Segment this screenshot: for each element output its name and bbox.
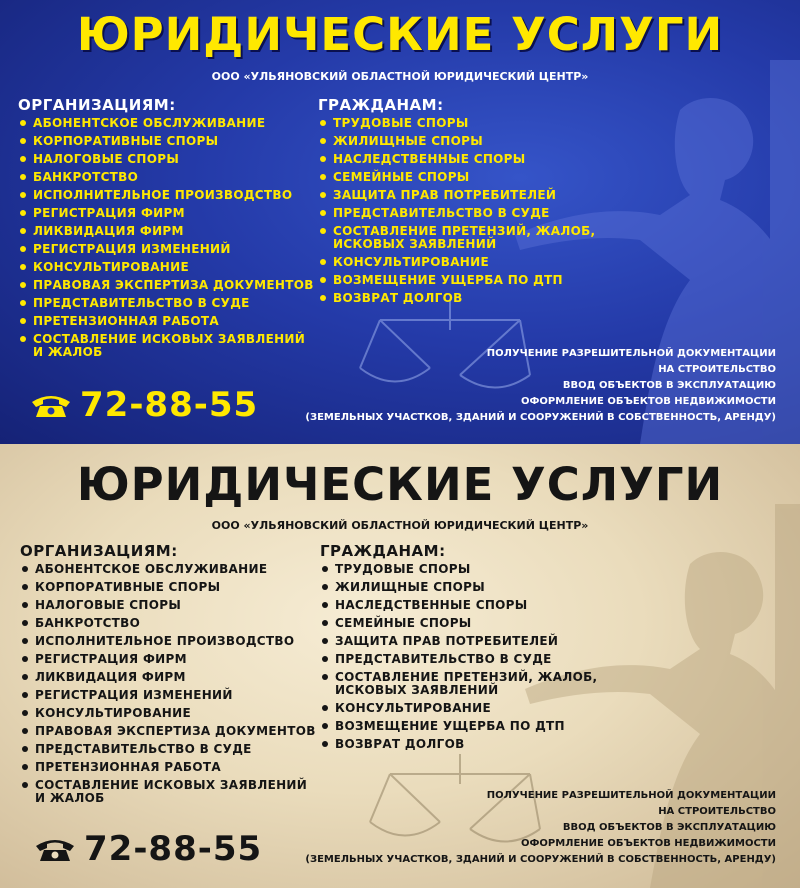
list-item: ПРАВОВАЯ ЭКСПЕРТИЗА ДОКУМЕНТОВ <box>18 279 318 292</box>
citizens-section <box>320 542 610 756</box>
phone-text: 72-88-55 <box>80 385 259 425</box>
list-item: РЕГИСТРАЦИЯ ИЗМЕНЕНИЙ <box>20 689 320 702</box>
citizens-heading: ГРАЖДАНАМ: <box>320 542 446 560</box>
citizens-list <box>320 563 610 751</box>
list-item: ВОЗВРАТ ДОЛГОВ <box>320 738 610 751</box>
list-item: КОНСУЛЬТИРОВАНИЕ <box>320 702 610 715</box>
list-item: ПРЕДСТАВИТЕЛЬСТВО В СУДЕ <box>18 297 318 310</box>
extra-services <box>305 788 776 868</box>
extra-services <box>305 346 776 426</box>
list-item: НАЛОГОВЫЕ СПОРЫ <box>20 599 320 612</box>
list-item: ЖИЛИЩНЫЕ СПОРЫ <box>320 581 610 594</box>
extra-line: ПОЛУЧЕНИЕ РАЗРЕШИТЕЛЬНОЙ ДОКУМЕНТАЦИИ <box>486 348 776 359</box>
company-name: ООО «УЛЬЯНОВСКИЙ ОБЛАСТНОЙ ЮРИДИЧЕСКИЙ ЦЕНТР» <box>211 70 589 83</box>
list-item: КОНСУЛЬТИРОВАНИЕ <box>20 707 320 720</box>
citizens-list <box>318 117 608 305</box>
list-item: РЕГИСТРАЦИЯ ИЗМЕНЕНИЙ <box>18 243 318 256</box>
organizations-section <box>18 96 318 364</box>
list-item: ЛИКВИДАЦИЯ ФИРМ <box>18 225 318 238</box>
list-item: ЖИЛИЩНЫЕ СПОРЫ <box>318 135 608 148</box>
phone-text: 72-88-55 <box>84 829 263 869</box>
list-item: СОСТАВЛЕНИЕ ПРЕТЕНЗИЙ, ЖАЛОБ, ИСКОВЫХ ЗАЯВЛЕНИЙ <box>320 671 610 697</box>
organizations-section <box>20 542 320 810</box>
list-item: БАНКРОТСТВО <box>18 171 318 184</box>
list-item: НАСЛЕДСТВЕННЫЕ СПОРЫ <box>318 153 608 166</box>
list-item: АБОНЕНТСКОЕ ОБСЛУЖИВАНИЕ <box>18 117 318 130</box>
list-item: НАСЛЕДСТВЕННЫЕ СПОРЫ <box>320 599 610 612</box>
organizations-heading: ОРГАНИЗАЦИЯМ: <box>18 96 176 114</box>
phone-number[interactable] <box>34 829 262 869</box>
list-item: КОРПОРАТИВНЫЕ СПОРЫ <box>20 581 320 594</box>
card-title: ЮРИДИЧЕСКИЕ УСЛУГИ <box>76 8 724 61</box>
extra-line: НА СТРОИТЕЛЬСТВО <box>658 806 776 817</box>
list-item: ИСПОЛНИТЕЛЬНОЕ ПРОИЗВОДСТВО <box>20 635 320 648</box>
telephone-icon <box>34 836 76 862</box>
extra-line: ВВОД ОБЪЕКТОВ В ЭКСПЛУАТАЦИЮ <box>562 380 776 391</box>
company-name: ООО «УЛЬЯНОВСКИЙ ОБЛАСТНОЙ ЮРИДИЧЕСКИЙ ЦЕНТР» <box>211 519 589 532</box>
list-item: РЕГИСТРАЦИЯ ФИРМ <box>20 653 320 666</box>
list-item: ПРЕТЕНЗИОННАЯ РАБОТА <box>18 315 318 328</box>
list-item: ЗАЩИТА ПРАВ ПОТРЕБИТЕЛЕЙ <box>320 635 610 648</box>
list-item: КОРПОРАТИВНЫЕ СПОРЫ <box>18 135 318 148</box>
list-item: СОСТАВЛЕНИЕ ИСКОВЫХ ЗАЯВЛЕНИЙ И ЖАЛОБ <box>18 333 318 359</box>
list-item: РЕГИСТРАЦИЯ ФИРМ <box>18 207 318 220</box>
phone-number[interactable] <box>30 385 258 425</box>
list-item: ВОЗМЕЩЕНИЕ УЩЕРБА ПО ДТП <box>318 274 608 287</box>
citizens-section <box>318 96 608 310</box>
list-item: КОНСУЛЬТИРОВАНИЕ <box>18 261 318 274</box>
list-item: СОСТАВЛЕНИЕ ПРЕТЕНЗИЙ, ЖАЛОБ, ИСКОВЫХ ЗАЯВЛЕНИЙ <box>318 225 608 251</box>
list-item: ПРЕДСТАВИТЕЛЬСТВО В СУДЕ <box>20 743 320 756</box>
organizations-list <box>20 563 320 805</box>
citizens-heading: ГРАЖДАНАМ: <box>318 96 444 114</box>
telephone-icon <box>30 392 72 418</box>
extra-line: ОФОРМЛЕНИЕ ОБЪЕКТОВ НЕДВИЖИМОСТИ <box>520 838 776 849</box>
list-item: ТРУДОВЫЕ СПОРЫ <box>320 563 610 576</box>
extra-line: ПОЛУЧЕНИЕ РАЗРЕШИТЕЛЬНОЙ ДОКУМЕНТАЦИИ <box>486 790 776 801</box>
extra-line: ОФОРМЛЕНИЕ ОБЪЕКТОВ НЕДВИЖИМОСТИ <box>520 396 776 407</box>
extra-line: (ЗЕМЕЛЬНЫХ УЧАСТКОВ, ЗДАНИЙ И СООРУЖЕНИЙ В СОБСТВЕННОСТЬ, АРЕНДУ) <box>305 412 776 423</box>
extra-line: (ЗЕМЕЛЬНЫХ УЧАСТКОВ, ЗДАНИЙ И СООРУЖЕНИЙ В СОБСТВЕННОСТЬ, АРЕНДУ) <box>305 854 776 865</box>
list-item: БАНКРОТСТВО <box>20 617 320 630</box>
list-item: ПРАВОВАЯ ЭКСПЕРТИЗА ДОКУМЕНТОВ <box>20 725 320 738</box>
list-item: ПРЕДСТАВИТЕЛЬСТВО В СУДЕ <box>320 653 610 666</box>
list-item: СЕМЕЙНЫЕ СПОРЫ <box>320 617 610 630</box>
list-item: ВОЗМЕЩЕНИЕ УЩЕРБА ПО ДТП <box>320 720 610 733</box>
list-item: ТРУДОВЫЕ СПОРЫ <box>318 117 608 130</box>
organizations-heading: ОРГАНИЗАЦИЯМ: <box>20 542 178 560</box>
list-item: ВОЗВРАТ ДОЛГОВ <box>318 292 608 305</box>
list-item: НАЛОГОВЫЕ СПОРЫ <box>18 153 318 166</box>
list-item: ЗАЩИТА ПРАВ ПОТРЕБИТЕЛЕЙ <box>318 189 608 202</box>
card-title: ЮРИДИЧЕСКИЕ УСЛУГИ <box>76 458 724 511</box>
list-item: ПРЕДСТАВИТЕЛЬСТВО В СУДЕ <box>318 207 608 220</box>
list-item: СОСТАВЛЕНИЕ ИСКОВЫХ ЗАЯВЛЕНИЙ И ЖАЛОБ <box>20 779 320 805</box>
list-item: АБОНЕНТСКОЕ ОБСЛУЖИВАНИЕ <box>20 563 320 576</box>
extra-line: ВВОД ОБЪЕКТОВ В ЭКСПЛУАТАЦИЮ <box>562 822 776 833</box>
list-item: ЛИКВИДАЦИЯ ФИРМ <box>20 671 320 684</box>
list-item: ПРЕТЕНЗИОННАЯ РАБОТА <box>20 761 320 774</box>
extra-line: НА СТРОИТЕЛЬСТВО <box>658 364 776 375</box>
list-item: КОНСУЛЬТИРОВАНИЕ <box>318 256 608 269</box>
list-item: ИСПОЛНИТЕЛЬНОЕ ПРОИЗВОДСТВО <box>18 189 318 202</box>
organizations-list <box>18 117 318 359</box>
list-item: СЕМЕЙНЫЕ СПОРЫ <box>318 171 608 184</box>
beige-business-card <box>0 444 800 888</box>
